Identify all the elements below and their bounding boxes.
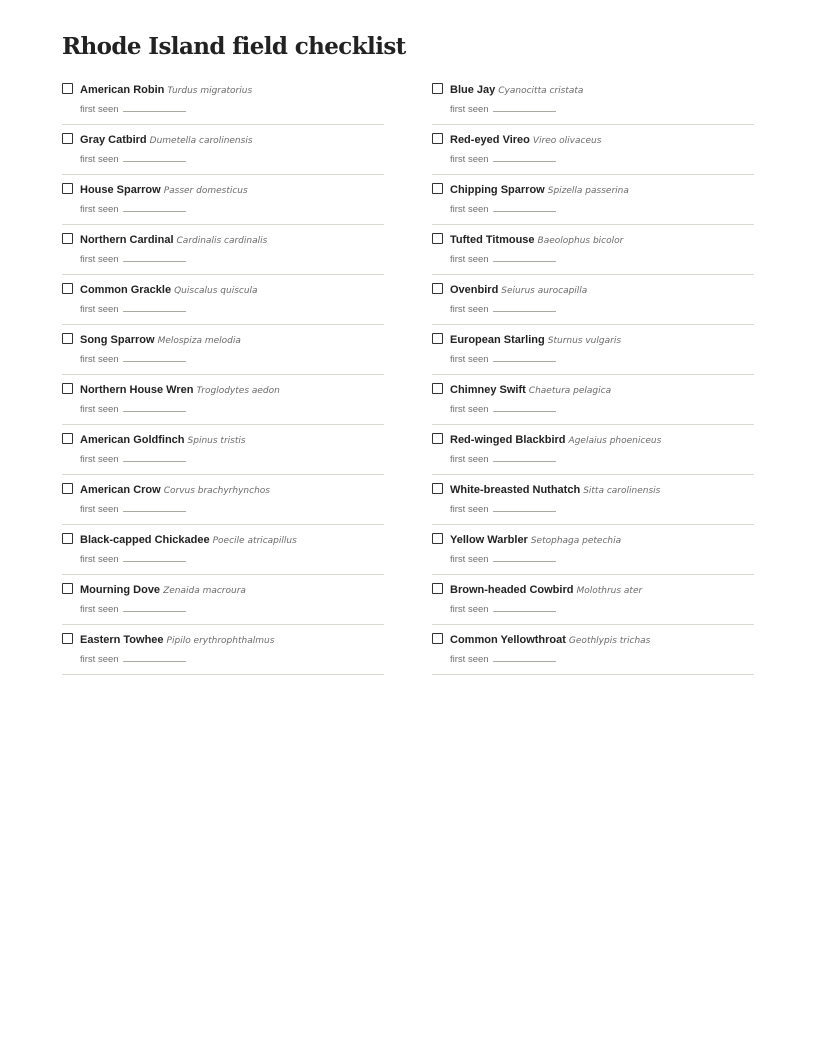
checklist-item [62, 625, 384, 675]
species-checkbox[interactable] [62, 283, 73, 294]
checklist-item [62, 525, 384, 575]
checklist-item [432, 325, 754, 375]
first-seen-line [450, 302, 556, 317]
first-seen-label: first seen [450, 204, 489, 215]
species-scientific-name: Sitta carolinensis [583, 486, 661, 496]
species-checkbox[interactable] [432, 133, 443, 144]
first-seen-label: first seen [450, 154, 489, 165]
species-name-line [80, 531, 297, 549]
checklist-item [432, 175, 754, 225]
species-common-name: European Starling [450, 334, 545, 346]
species-scientific-name: Turdus migratorius [167, 86, 253, 96]
species-common-name: Chimney Swift [450, 384, 526, 396]
first-seen-label: first seen [450, 104, 489, 115]
species-checkbox[interactable] [62, 383, 73, 394]
species-common-name: House Sparrow [80, 184, 161, 196]
species-name-line [80, 281, 258, 299]
first-seen-line [80, 402, 186, 417]
species-common-name: American Crow [80, 484, 161, 496]
first-seen-label: first seen [80, 304, 119, 315]
checklist-item [432, 125, 754, 175]
first-seen-date-field[interactable] [493, 202, 556, 212]
species-scientific-name: Quiscalus quiscula [174, 286, 258, 296]
first-seen-date-field[interactable] [493, 502, 556, 512]
species-checkbox[interactable] [62, 333, 73, 344]
species-common-name: American Goldfinch [80, 434, 185, 446]
first-seen-date-field[interactable] [493, 552, 556, 562]
species-checkbox[interactable] [432, 583, 443, 594]
species-name-line [80, 381, 280, 399]
species-name-line [80, 431, 246, 449]
species-common-name: Northern Cardinal [80, 234, 174, 246]
checklist-item [432, 375, 754, 425]
page-title: Rhode Island field checklist [62, 33, 406, 60]
first-seen-date-field[interactable] [493, 652, 556, 662]
species-name-line [450, 131, 601, 149]
first-seen-date-field[interactable] [123, 202, 186, 212]
checklist-item [62, 175, 384, 225]
checklist-item [62, 325, 384, 375]
first-seen-label: first seen [450, 404, 489, 415]
checklist-item [62, 125, 384, 175]
first-seen-date-field[interactable] [493, 602, 556, 612]
species-scientific-name: Poecile atricapillus [212, 536, 297, 546]
species-checkbox[interactable] [432, 533, 443, 544]
species-name-line [80, 131, 253, 149]
species-common-name: Song Sparrow [80, 334, 155, 346]
first-seen-label: first seen [80, 604, 119, 615]
first-seen-label: first seen [80, 154, 119, 165]
first-seen-line [450, 452, 556, 467]
first-seen-label: first seen [80, 104, 119, 115]
first-seen-date-field[interactable] [123, 552, 186, 562]
first-seen-label: first seen [80, 554, 119, 565]
first-seen-label: first seen [450, 304, 489, 315]
species-name-line [450, 581, 642, 599]
first-seen-date-field[interactable] [493, 102, 556, 112]
species-name-line [450, 231, 623, 249]
species-scientific-name: Troglodytes aedon [196, 386, 280, 396]
first-seen-date-field[interactable] [123, 102, 186, 112]
checklist-item [432, 625, 754, 675]
species-common-name: Ovenbird [450, 284, 499, 296]
species-name-line [450, 381, 611, 399]
first-seen-date-field[interactable] [493, 302, 556, 312]
species-common-name: Common Grackle [80, 284, 172, 296]
species-checkbox[interactable] [432, 633, 443, 644]
species-checkbox[interactable] [62, 133, 73, 144]
species-checkbox[interactable] [432, 233, 443, 244]
species-common-name: Common Yellowthroat [450, 634, 566, 646]
species-checkbox[interactable] [432, 83, 443, 94]
species-scientific-name: Pipilo erythrophthalmus [166, 636, 275, 646]
species-common-name: White-breasted Nuthatch [450, 484, 581, 496]
species-name-line [450, 281, 587, 299]
first-seen-label: first seen [450, 654, 489, 665]
species-name-line [80, 181, 248, 199]
first-seen-line [450, 552, 556, 567]
checklist-item [432, 275, 754, 325]
species-name-line [450, 81, 583, 99]
first-seen-line [80, 452, 186, 467]
first-seen-label: first seen [80, 404, 119, 415]
first-seen-line [450, 602, 556, 617]
species-common-name: Blue Jay [450, 84, 496, 96]
first-seen-line [80, 352, 186, 367]
first-seen-line [80, 602, 186, 617]
species-checkbox[interactable] [432, 483, 443, 494]
first-seen-line [80, 102, 186, 117]
species-common-name: Chipping Sparrow [450, 184, 545, 196]
first-seen-date-field[interactable] [493, 402, 556, 412]
species-name-line [80, 581, 246, 599]
first-seen-date-field[interactable] [123, 352, 186, 362]
species-name-line [80, 231, 267, 249]
first-seen-line [80, 252, 186, 267]
checklist-item [432, 425, 754, 475]
species-checkbox[interactable] [62, 83, 73, 94]
first-seen-line [450, 352, 556, 367]
first-seen-line [80, 202, 186, 217]
first-seen-line [450, 402, 556, 417]
species-checkbox[interactable] [62, 583, 73, 594]
checklist-item [62, 275, 384, 325]
checklist-item [62, 425, 384, 475]
first-seen-date-field[interactable] [493, 252, 556, 262]
checklist-item [432, 525, 754, 575]
first-seen-date-field[interactable] [493, 452, 556, 462]
first-seen-line [80, 552, 186, 567]
species-checkbox[interactable] [432, 433, 443, 444]
species-scientific-name: Cardinalis cardinalis [176, 236, 268, 246]
first-seen-line [80, 652, 186, 667]
species-common-name: Mourning Dove [80, 584, 161, 596]
first-seen-date-field[interactable] [123, 602, 186, 612]
species-name-line [80, 631, 274, 649]
first-seen-line [80, 302, 186, 317]
first-seen-label: first seen [80, 254, 119, 265]
species-scientific-name: Spizella passerina [547, 186, 629, 196]
species-checkbox[interactable] [62, 433, 73, 444]
first-seen-label: first seen [450, 254, 489, 265]
species-checkbox[interactable] [62, 533, 73, 544]
first-seen-label: first seen [450, 454, 489, 465]
species-scientific-name: Vireo olivaceus [532, 136, 602, 146]
species-checkbox[interactable] [62, 633, 73, 644]
species-common-name: Brown-headed Cowbird [450, 584, 574, 596]
first-seen-label: first seen [450, 354, 489, 365]
first-seen-label: first seen [80, 204, 119, 215]
first-seen-line [450, 152, 556, 167]
species-scientific-name: Geothlypis trichas [568, 636, 651, 646]
species-scientific-name: Dumetella carolinensis [149, 136, 253, 146]
species-checkbox[interactable] [432, 183, 443, 194]
species-scientific-name: Melospiza melodia [157, 336, 241, 346]
first-seen-line [450, 102, 556, 117]
checklist-item [62, 575, 384, 625]
species-scientific-name: Corvus brachyrhynchos [163, 486, 270, 496]
species-name-line [450, 181, 629, 199]
checklist-item [62, 375, 384, 425]
first-seen-line [450, 202, 556, 217]
species-name-line [450, 481, 660, 499]
species-checkbox[interactable] [432, 333, 443, 344]
checklist-item [62, 225, 384, 275]
checklist-column-left [62, 75, 384, 675]
checklist-item [432, 475, 754, 525]
species-common-name: Northern House Wren [80, 384, 194, 396]
first-seen-date-field[interactable] [493, 352, 556, 362]
species-checkbox[interactable] [62, 183, 73, 194]
species-scientific-name: Agelaius phoeniceus [568, 436, 662, 446]
species-scientific-name: Spinus tristis [187, 436, 246, 446]
first-seen-date-field[interactable] [123, 402, 186, 412]
checklist-column-right [432, 75, 754, 675]
first-seen-date-field[interactable] [123, 452, 186, 462]
first-seen-date-field[interactable] [123, 652, 186, 662]
first-seen-date-field[interactable] [123, 152, 186, 162]
species-common-name: Black-capped Chickadee [80, 534, 210, 546]
species-name-line [80, 481, 270, 499]
species-scientific-name: Baeolophus bicolor [537, 236, 624, 246]
checklist-item [432, 75, 754, 125]
species-checkbox[interactable] [62, 483, 73, 494]
first-seen-date-field[interactable] [493, 152, 556, 162]
species-name-line [80, 81, 252, 99]
first-seen-line [450, 252, 556, 267]
first-seen-date-field[interactable] [123, 302, 186, 312]
species-common-name: Red-winged Blackbird [450, 434, 566, 446]
species-name-line [80, 331, 241, 349]
first-seen-date-field[interactable] [123, 252, 186, 262]
first-seen-label: first seen [80, 654, 119, 665]
checklist-item [62, 475, 384, 525]
species-name-line [450, 531, 621, 549]
species-common-name: American Robin [80, 84, 165, 96]
species-scientific-name: Setophaga petechia [530, 536, 622, 546]
species-name-line [450, 431, 661, 449]
checklist-item [62, 75, 384, 125]
checklist-item [432, 575, 754, 625]
species-common-name: Yellow Warbler [450, 534, 528, 546]
species-scientific-name: Chaetura pelagica [528, 386, 612, 396]
species-scientific-name: Cyanocitta cristata [498, 86, 584, 96]
first-seen-label: first seen [80, 354, 119, 365]
species-scientific-name: Passer domesticus [163, 186, 248, 196]
species-common-name: Gray Catbird [80, 134, 147, 146]
first-seen-label: first seen [450, 504, 489, 515]
species-checkbox[interactable] [432, 283, 443, 294]
species-checkbox[interactable] [62, 233, 73, 244]
species-common-name: Tufted Titmouse [450, 234, 535, 246]
first-seen-label: first seen [450, 604, 489, 615]
species-scientific-name: Zenaida macroura [163, 586, 246, 596]
first-seen-label: first seen [450, 554, 489, 565]
first-seen-line [80, 502, 186, 517]
species-scientific-name: Sturnus vulgaris [547, 336, 622, 346]
first-seen-line [80, 152, 186, 167]
first-seen-line [450, 652, 556, 667]
species-common-name: Eastern Towhee [80, 634, 164, 646]
species-name-line [450, 331, 621, 349]
checklist-item [432, 225, 754, 275]
first-seen-label: first seen [80, 504, 119, 515]
species-checkbox[interactable] [432, 383, 443, 394]
species-scientific-name: Seiurus aurocapilla [501, 286, 588, 296]
species-scientific-name: Molothrus ater [576, 586, 643, 596]
species-name-line [450, 631, 650, 649]
first-seen-line [450, 502, 556, 517]
species-common-name: Red-eyed Vireo [450, 134, 530, 146]
first-seen-date-field[interactable] [123, 502, 186, 512]
first-seen-label: first seen [80, 454, 119, 465]
